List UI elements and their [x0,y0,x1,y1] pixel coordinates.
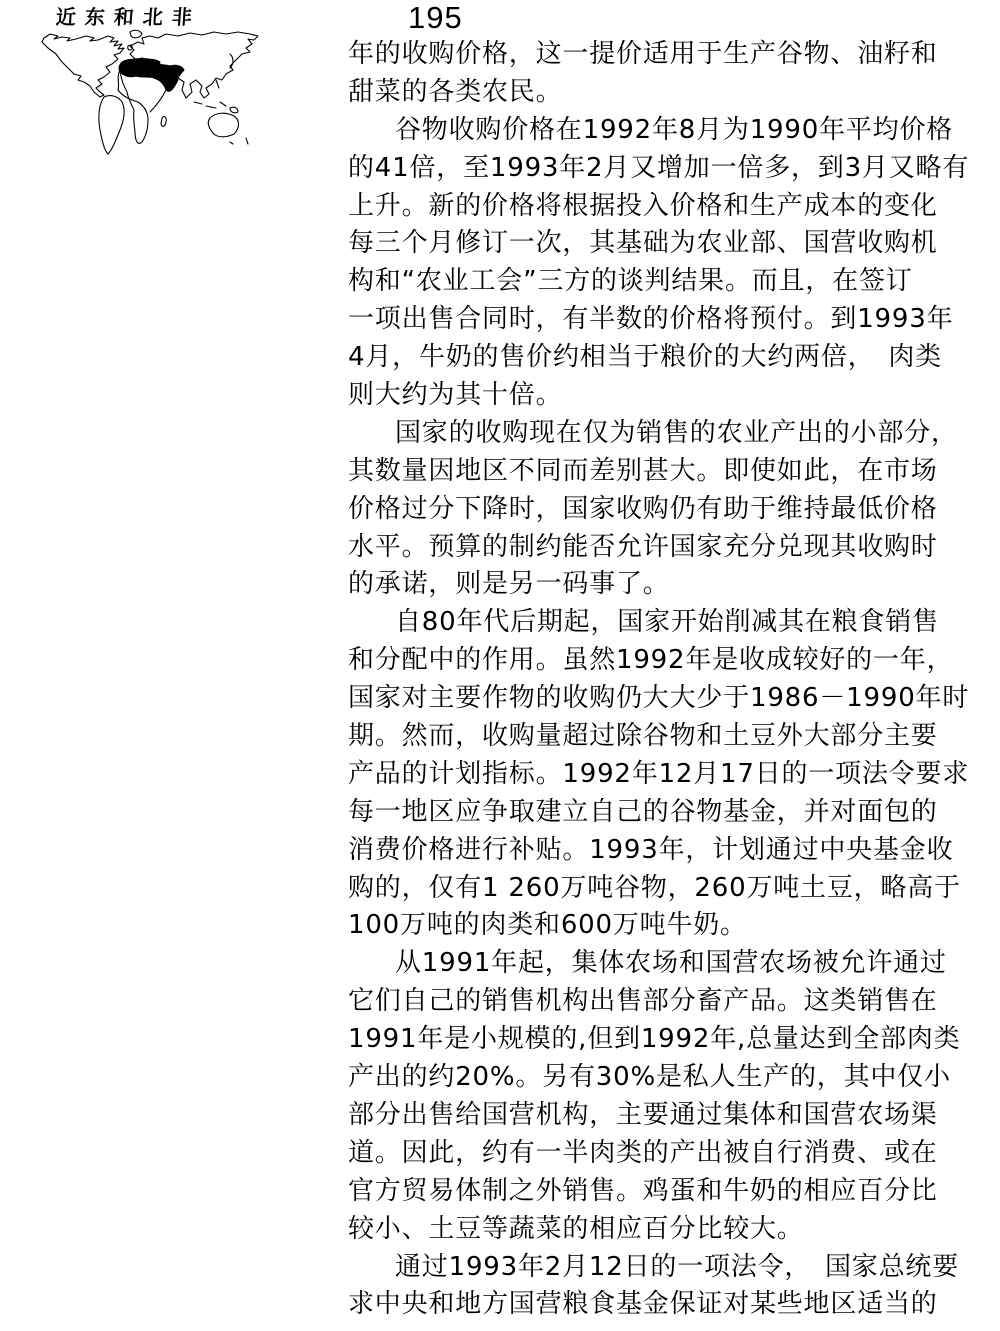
text-line: 产品的计划指标。1992年12月17日的一项法令要求 [348,758,970,789]
page-number: 195 [408,0,463,35]
text-line: 期。然而，收购量超过除谷物和土豆外大部分主要 [348,721,938,752]
text-line: 和分配中的作用。虽然1992年是收成较好的一年， [348,645,954,676]
text-line: 的承诺，则是另一码事了。 [348,569,670,600]
world-map-graphic [34,22,264,172]
text-line: 其数量因地区不同而差别甚大。即使如此，在市场 [348,455,938,486]
text-line: 4月，牛奶的售价约相当于粮价的大约两倍， 肉类 [348,342,942,373]
map-africa-east-coast [150,90,166,112]
map-tasmania [230,142,233,144]
text-line: 求中央和地方国营粮食基金保证对某些地区适当的 [348,1289,938,1320]
text-line: 购的，仅有1 260万吨谷物，260万吨土豆，略高于 [348,872,961,903]
text-line: 年的收购价格，这一提价适用于生产谷物、油籽和 [348,39,938,69]
map-madagascar [161,117,166,127]
text-line: 构和“农业工会”三方的谈判结果。而且，在签订 [348,266,913,297]
text-line: 每一地区应争取建立自己的谷物基金，并对面包的 [348,796,938,827]
map-africa [118,70,148,143]
text-line: 100万吨的肉类和600万吨牛奶。 [348,910,747,941]
text-line: 自80年代后期起，国家开始削减其在粮食销售 [395,607,939,638]
body-text-column [348,36,970,1324]
text-line: 则大约为其十倍。 [348,380,563,411]
text-line: 一项出售合同时，有半数的价格将预付。到1993年 [348,304,954,335]
map-new-zealand [246,138,248,144]
map-philippines [216,80,219,88]
text-line: 道。因此，约有一半肉类的产出被自行消费、或在 [348,1137,938,1168]
map-indonesia [194,102,226,108]
world-map [34,22,264,172]
text-line: 甜菜的各类农民。 [348,76,563,107]
text-line: 消费价格进行补贴。1993年，计划通过中央基金收 [348,834,954,865]
text-line: 通过1993年2月12日的一项法令， 国家总统要 [395,1251,959,1282]
text-line: 从1991年起，集体农场和国营农场被允许通过 [395,948,947,979]
text-line: 产出的约20%。另有30%是私人生产的，其中仅小 [348,1062,951,1093]
text-line: 国家的收购现在仅为销售的农业产出的小部分， [395,417,958,448]
text-line: 1991年是小规模的,但到1992年,总量达到全部肉类 [348,1024,961,1055]
map-highlight-near-east-north-africa [119,58,184,91]
text-line: 部分出售给国营机构，主要通过集体和国营农场渠 [348,1099,938,1130]
text-line: 价格过分下降时，国家收购仍有助于维持最低价格 [348,493,938,524]
text-line: 上升。新的价格将根据投入价格和生产成本的变化 [348,190,938,221]
text-line: 水平。预算的制约能否允许国家充分兑现其收购时 [348,531,938,562]
text-line: 它们自己的销售机构出售部分畜产品。这类销售在 [348,986,938,1017]
region-title: 近东和北非 [55,5,202,29]
text-line: 每三个月修订一次，其基础为农业部、国营收购机 [348,228,938,259]
text-line: 谷物收购价格在1992年8月为1990年平均价格 [395,114,954,145]
map-australia [208,113,238,137]
text-line: 国家对主要作物的收购仍大大少于1986－1990年时 [348,683,970,714]
map-north-america [42,34,124,97]
map-south-america [99,96,124,154]
text-line: 官方贸易体制之外销售。鸡蛋和牛奶的相应百分比 [348,1175,938,1206]
map-greenland [130,30,142,37]
text-line: 的41倍，至1993年2月又增加一倍多，到3月又略有 [348,152,970,183]
text-line: 较小、土豆等蔬菜的相应百分比较大。 [348,1213,804,1244]
map-new-guinea [230,107,238,113]
